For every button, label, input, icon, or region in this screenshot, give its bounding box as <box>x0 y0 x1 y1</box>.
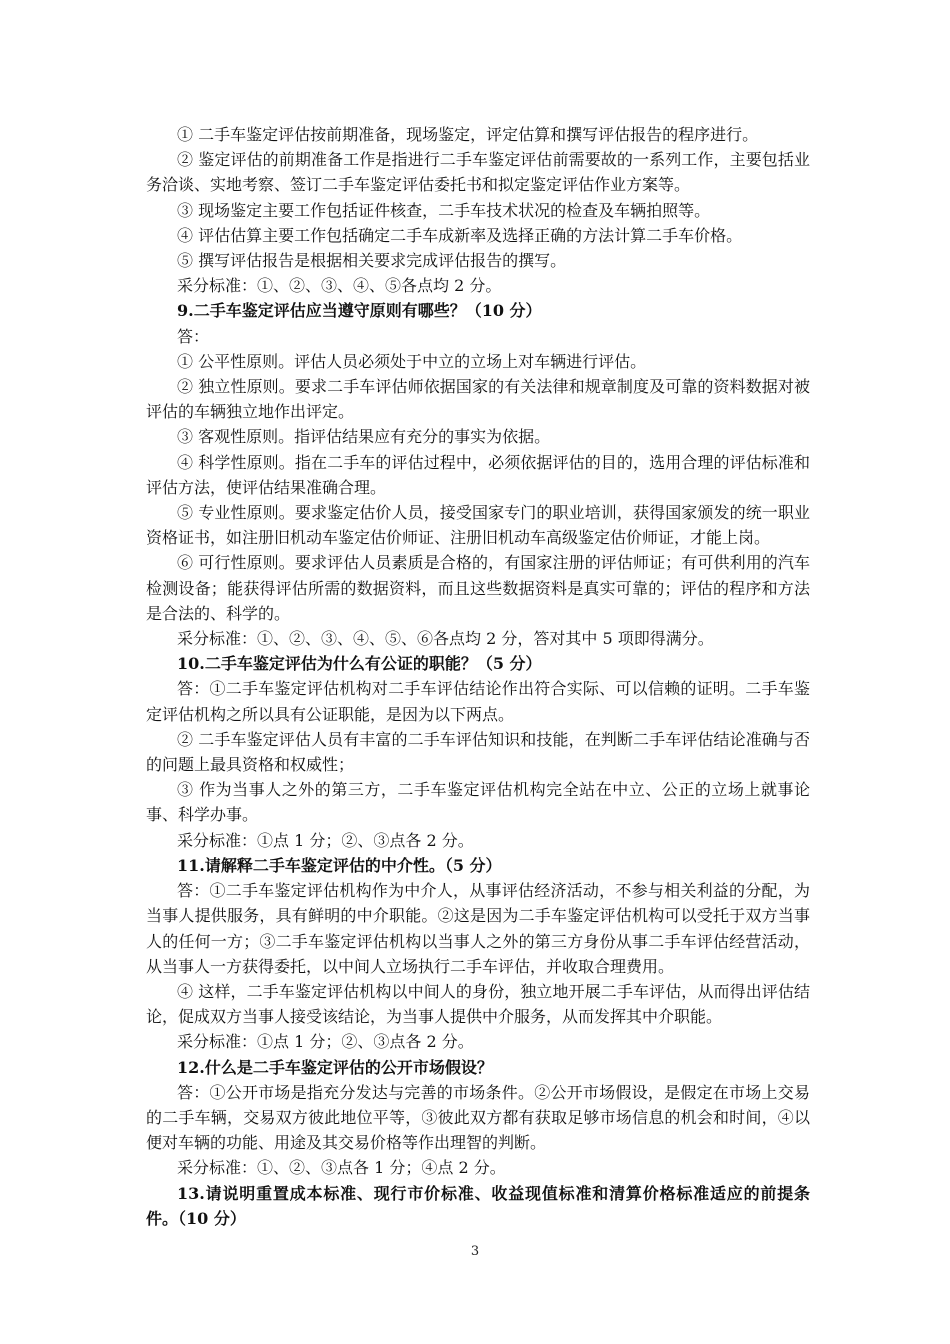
paragraph: ④ 这样，二手车鉴定评估机构以中间人的身份，独立地开展二手车评估，从而得出评估结论，促成双方当事人接受该结论，为当事人提供中介服务，从而发挥其中介职能。 <box>146 981 810 1027</box>
answer-paragraph: 答：①公开市场是指充分发达与完善的市场条件。②公开市场假设，是假定在市场上交易的二手车辆，交易双方彼此地位平等，③彼此双方都有获取足够市场信息的机会和时间，④以便对车辆的功能、用途及其交易价格等作出理智的判断。 <box>146 1082 810 1153</box>
paragraph: ⑤ 撰写评估报告是根据相关要求完成评估报告的撰写。 <box>177 251 567 271</box>
paragraph: ③ 作为当事人之外的第三方，二手车鉴定评估机构完全站在中立、公正的立场上就事论事、科学办事。 <box>146 780 810 825</box>
paragraph: ① 二手车鉴定评估按前期准备，现场鉴定，评定估算和撰写评估报告的程序进行。 <box>177 125 759 144</box>
scoring-criteria: 采分标准：①点 1 分；②、③点各 2 分。 <box>177 830 474 850</box>
question-heading: 9.二手车鉴定评估应当遵守原则有哪些？（10 分） <box>177 301 542 321</box>
paragraph: ⑥ 可行性原则。要求评估人员素质是合格的，有国家注册的评估师证；有可供利用的汽车检测设备；能获得评估所需的数据资料，而且这些数据资料是真实可靠的；评估的程序和方法是合法的、科学的。 <box>146 553 810 623</box>
scoring-criteria: 采分标准：①、②、③点各 1 分；④点 2 分。 <box>177 1158 506 1178</box>
question-heading: 11.请解释二手车鉴定评估的中介性。（5 分） <box>177 855 502 875</box>
paragraph: ② 独立性原则。要求二手车评估师依据国家的有关法律和规章制度及可靠的资料数据对被评估的车辆独立地作出评定。 <box>146 377 810 422</box>
answer-paragraph: 答：①二手车鉴定评估机构作为中介人，从事评估经济活动，不参与相关利益的分配，为当事人提供服务，具有鲜明的中介职能。②这是因为二手车鉴定评估机构可以受托于双方当事人的任何一方；③二手车鉴定评估机构以当事人之外的第三方身份从事二手车评估经营活动，从当事人一方获得委托，以中间人立场执行二手车评估，并收取合理费用。 <box>146 881 810 976</box>
paragraph: ③ 客观性原则。指评估结果应有充分的事实为依据。 <box>177 427 551 447</box>
paragraph: ② 二手车鉴定评估人员有丰富的二手车评估知识和技能，在判断二手车评估结论准确与否的问题上最具资格和权威性； <box>146 729 810 775</box>
page-content <box>146 122 810 1231</box>
question-heading: 12.什么是二手车鉴定评估的公开市场假设？ <box>177 1057 493 1077</box>
paragraph: ② 鉴定评估的前期准备工作是指进行二手车鉴定评估前需要故的一系列工作，主要包括业务洽谈、实地考察、签订二手车鉴定评估委托书和拟定鉴定评估作业方案等。 <box>146 150 810 195</box>
question-heading: 13.请说明重置成本标准、现行市价标准、收益现值标准和清算价格标准适应的前提条件。（10 分） <box>146 1183 810 1228</box>
paragraph: ① 公平性原则。评估人员必须处于中立的立场上对车辆进行评估。 <box>177 351 647 371</box>
paragraph: ④ 科学性原则。指在二手车的评估过程中，必须依据评估的目的，选用合理的评估标准和评估方法，使评估结果准确合理。 <box>146 452 810 497</box>
scoring-criteria: 采分标准：①点 1 分；②、③点各 2 分。 <box>177 1032 474 1052</box>
answer-paragraph: 答：①二手车鉴定评估机构对二手车评估结论作出符合实际、可以信赖的证明。二手车鉴定评估机构之所以具有公证职能，是因为以下两点。 <box>146 679 810 724</box>
scoring-criteria: 采分标准：①、②、③、④、⑤各点均 2 分。 <box>177 276 502 296</box>
page-number: 3 <box>470 1244 480 1259</box>
scoring-criteria: 采分标准：①、②、③、④、⑤、⑥各点均 2 分，答对其中 5 项即得满分。 <box>177 629 714 649</box>
question-heading: 10.二手车鉴定评估为什么有公证的职能？（5 分） <box>177 654 542 674</box>
paragraph: ③ 现场鉴定主要工作包括证件核查，二手车技术状况的检查及车辆拍照等。 <box>177 200 711 220</box>
paragraph: ④ 评估估算主要工作包括确定二手车成新率及选择正确的方法计算二手车价格。 <box>177 225 743 245</box>
answer-label: 答： <box>177 326 210 346</box>
paragraph: ⑤ 专业性原则。要求鉴定估价人员，接受国家专门的职业培训，获得国家颁发的统一职业资格证书，如注册旧机动车鉴定估价师证、注册旧机动车高级鉴定估价师证，才能上岗。 <box>146 503 810 548</box>
